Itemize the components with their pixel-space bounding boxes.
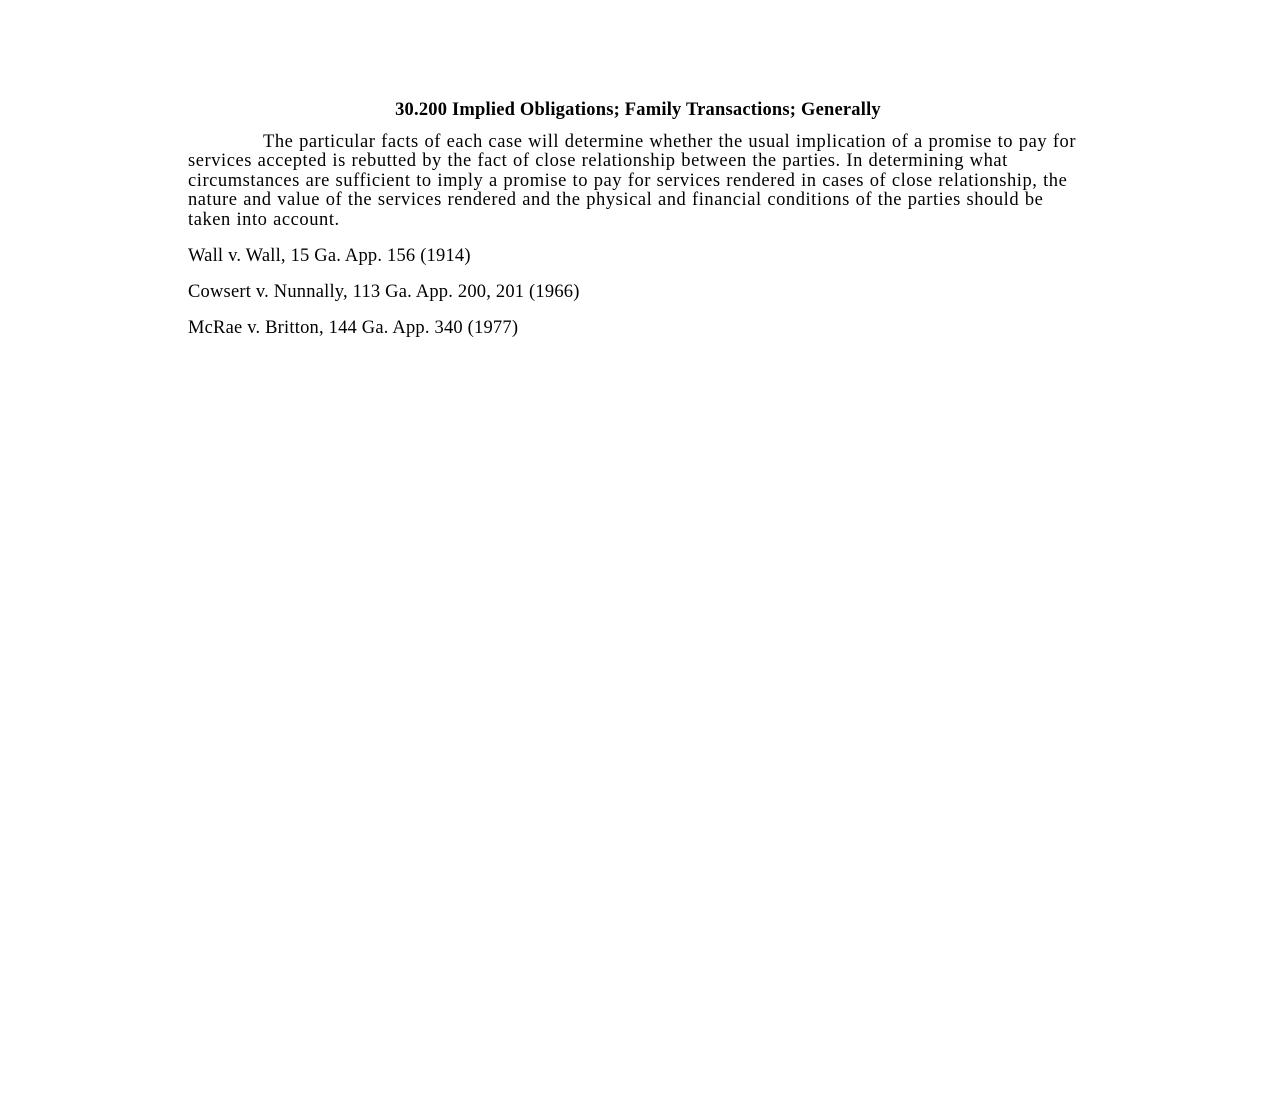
citation-item: Wall v. Wall, 15 Ga. App. 156 (1914) <box>188 246 471 267</box>
body-paragraph: The particular facts of each case will determine whether the usual implication of a promise to pay for services accepted is rebutted by the fact of close relationship between the parties. In determining what circumstances are sufficient to imply a promise to pay for services rendered in cases of close relationship, the nature and value of the services rendered and the physical and financial conditions of the parties should be taken into account. <box>188 132 1077 230</box>
section-title: 30.200 Implied Obligations; Family Transactions; Generally <box>395 100 881 120</box>
citation-item: Cowsert v. Nunnally, 113 Ga. App. 200, 201 (1966) <box>188 282 580 303</box>
citation-list <box>188 246 1088 338</box>
citation-item: McRae v. Britton, 144 Ga. App. 340 (1977) <box>188 318 519 339</box>
document-page <box>188 98 1088 338</box>
